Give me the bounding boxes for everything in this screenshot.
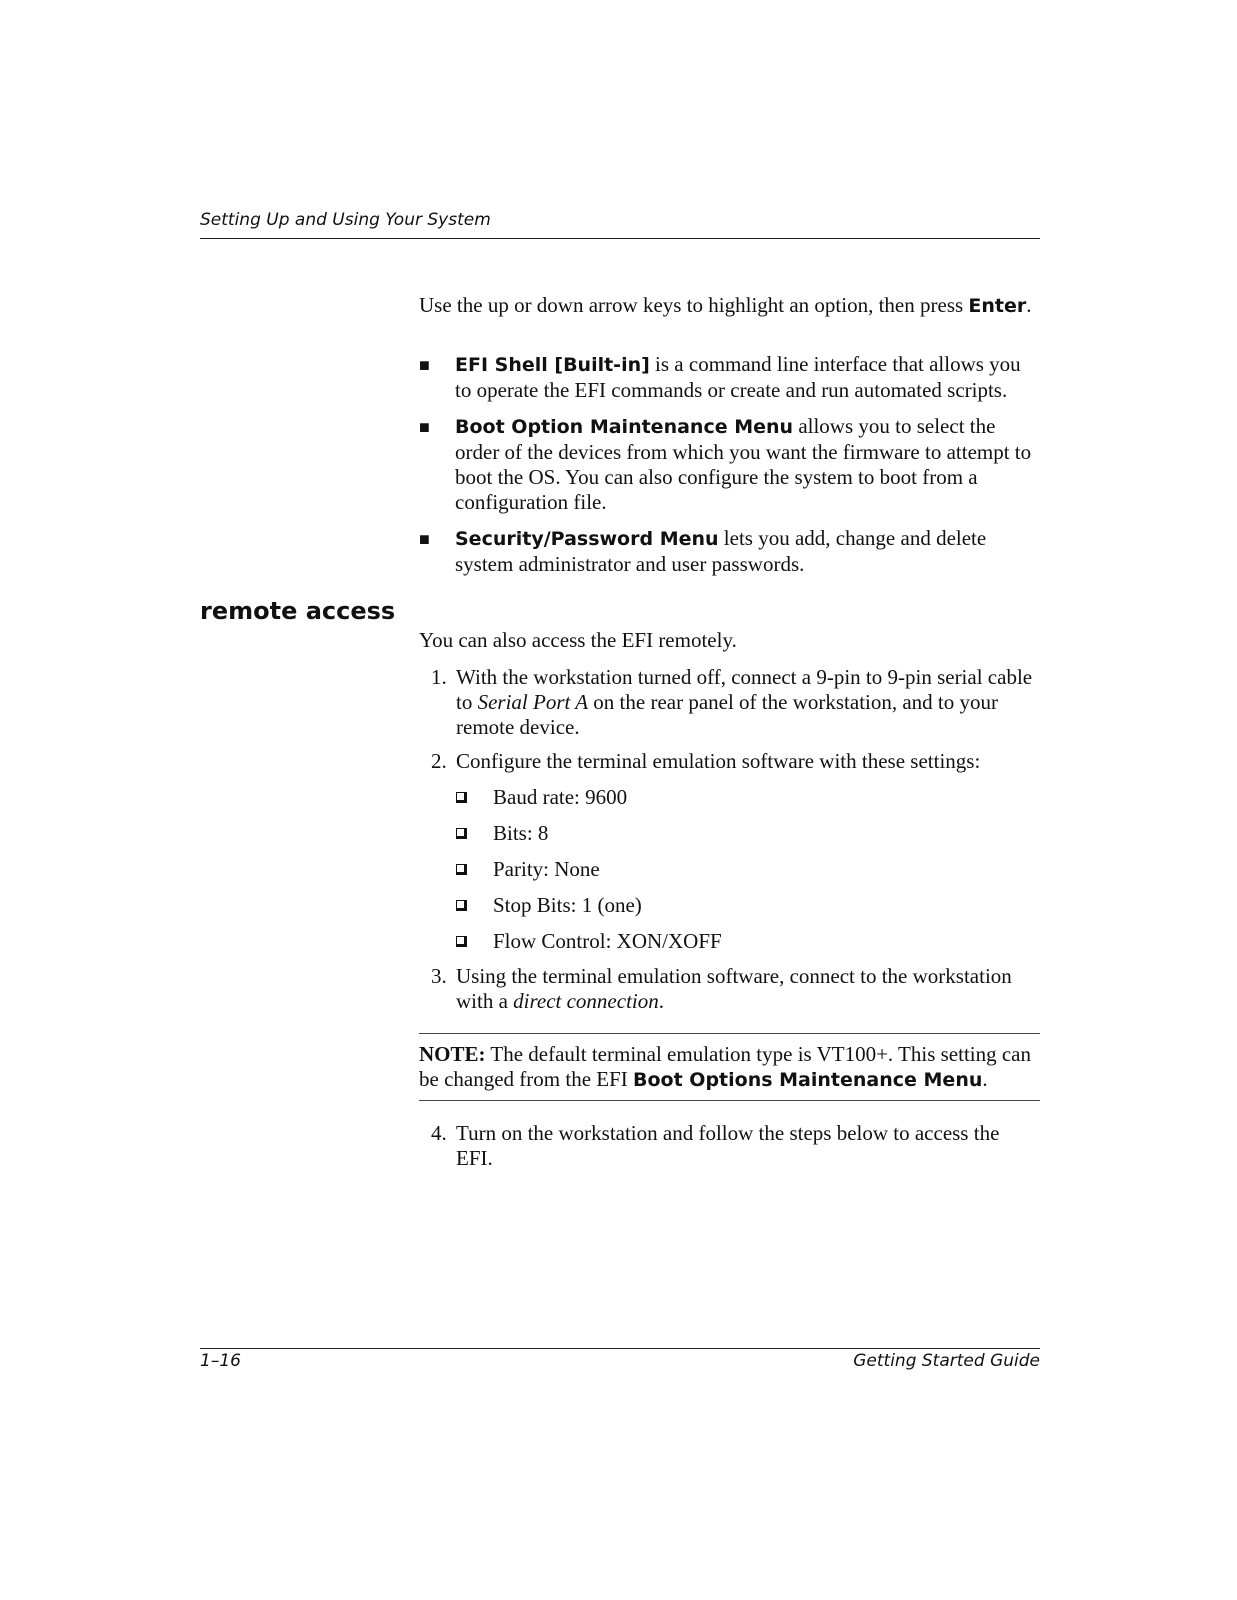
intro-end: . bbox=[1026, 293, 1032, 317]
section-intro bbox=[419, 628, 1040, 653]
checkbox-bullet-icon bbox=[456, 900, 467, 911]
checkbox-bullet-icon bbox=[456, 864, 467, 875]
list-item bbox=[419, 929, 1040, 954]
setting-text: Flow Control: XON/XOFF bbox=[493, 929, 722, 953]
note-menu: Boot Options Maintenance Menu bbox=[633, 1069, 983, 1091]
step-text: . bbox=[658, 989, 664, 1013]
setting-text: Stop Bits: 1 (one) bbox=[493, 893, 642, 917]
step-text: on the rear panel of the workstation, and to your remote device. bbox=[456, 690, 999, 739]
square-bullet-icon: ■ bbox=[419, 417, 430, 437]
running-header: Setting Up and Using Your System bbox=[200, 210, 491, 230]
step-number: 4. bbox=[431, 1121, 447, 1145]
settings-list bbox=[419, 785, 1040, 965]
step-2 bbox=[419, 749, 1040, 774]
step-3 bbox=[419, 964, 1040, 1014]
option-term: EFI Shell [Built-in] bbox=[455, 354, 650, 376]
note-box bbox=[419, 1042, 1040, 1093]
list-item bbox=[419, 785, 1040, 810]
list-item bbox=[419, 893, 1040, 918]
setting-text: Bits: 8 bbox=[493, 821, 549, 845]
options-list bbox=[419, 352, 1040, 588]
note-label: NOTE: bbox=[419, 1042, 486, 1066]
list-item bbox=[419, 526, 1040, 577]
list-item bbox=[419, 821, 1040, 846]
serial-port-a: Serial Port A bbox=[477, 690, 589, 714]
option-desc: lets you add, change and delete system administrator and user passwords. bbox=[455, 526, 987, 576]
square-bullet-icon: ■ bbox=[419, 529, 430, 549]
guide-title: Getting Started Guide bbox=[853, 1351, 1040, 1371]
step-number: 2. bbox=[431, 749, 447, 773]
step-4 bbox=[419, 1121, 1040, 1171]
direct-connection: direct connection bbox=[513, 989, 659, 1013]
checkbox-bullet-icon bbox=[456, 936, 467, 947]
setting-text: Baud rate: 9600 bbox=[493, 785, 628, 809]
option-desc: is a command line interface that allows you to operate the EFI commands or create and run automated scripts. bbox=[455, 352, 1021, 402]
footer-rule bbox=[200, 1348, 1040, 1349]
option-term: Boot Option Maintenance Menu bbox=[455, 416, 794, 438]
setting-text: Parity: None bbox=[493, 857, 600, 881]
note-bottom-rule bbox=[419, 1100, 1040, 1101]
step-number: 3. bbox=[431, 964, 447, 988]
option-desc: allows you to select the order of the devices from which you want the firmware to attempt to boot the OS. You can also configure the system to boot from a configuration file. bbox=[455, 414, 1032, 514]
step-text: With the workstation turned off, connect a 9-pin to 9-pin serial cable to bbox=[456, 665, 1033, 714]
option-term: Security/Password Menu bbox=[455, 528, 719, 550]
step-text: Using the terminal emulation software, connect to the workstation with a bbox=[456, 964, 1012, 1013]
section-intro-text: You can also access the EFI remotely. bbox=[419, 628, 737, 652]
note-top-rule bbox=[419, 1033, 1040, 1034]
list-item bbox=[419, 414, 1040, 515]
step-text: Turn on the workstation and follow the steps below to access the EFI. bbox=[456, 1121, 1000, 1170]
step-1 bbox=[419, 665, 1040, 740]
enter-key: Enter bbox=[968, 295, 1027, 317]
page-number: 1–16 bbox=[200, 1351, 241, 1371]
step-number: 1. bbox=[431, 665, 447, 689]
checkbox-bullet-icon bbox=[456, 792, 467, 803]
step-text: Configure the terminal emulation software with these settings: bbox=[456, 749, 981, 773]
square-bullet-icon: ■ bbox=[419, 355, 430, 375]
section-heading: remote access bbox=[200, 597, 396, 625]
list-item bbox=[419, 352, 1040, 403]
list-item bbox=[419, 857, 1040, 882]
intro-paragraph bbox=[419, 293, 1040, 319]
header-rule bbox=[200, 238, 1040, 239]
intro-text: Use the up or down arrow keys to highlight an option, then press bbox=[419, 293, 969, 317]
note-end: . bbox=[982, 1067, 988, 1091]
note-text: The default terminal emulation type is VT100+. This setting can be changed from the EFI bbox=[419, 1042, 1032, 1091]
checkbox-bullet-icon bbox=[456, 828, 467, 839]
